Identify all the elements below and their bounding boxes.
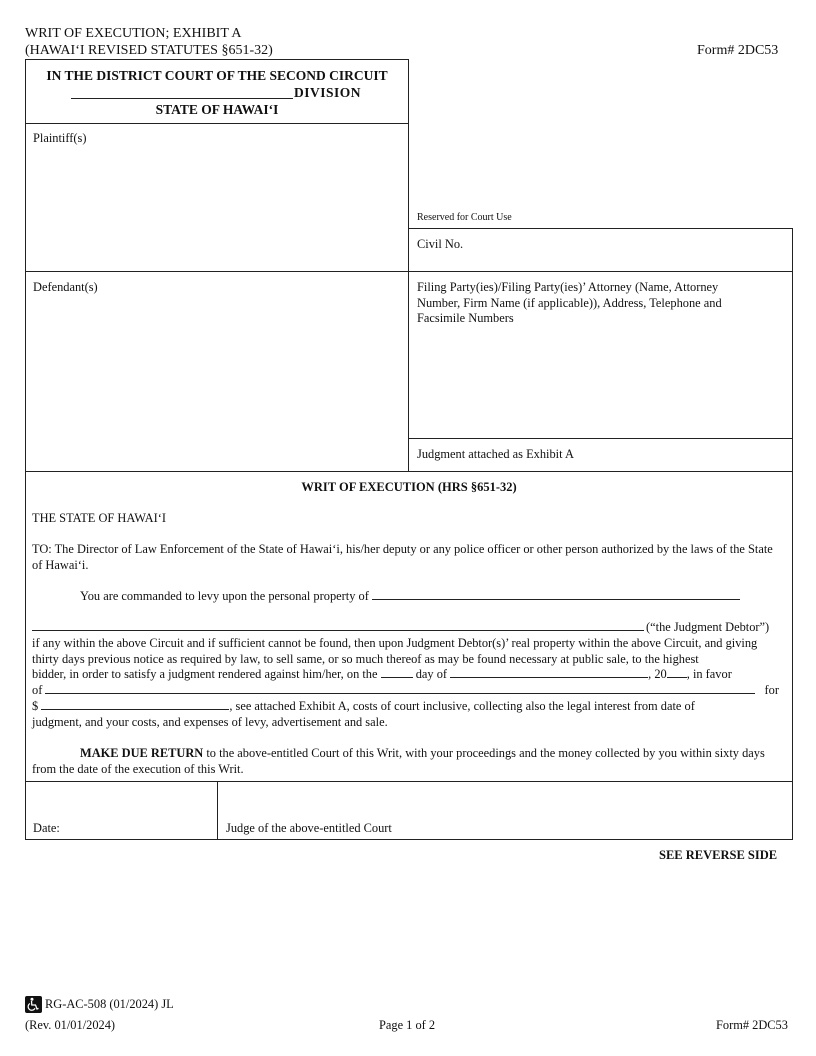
day-of-label: day of xyxy=(415,667,448,681)
conditions-paragraph: if any within the above Circuit and if sufficient cannot be found, then upon Judgment Debtor(s)’ real property within the above Circuit, and giving thirty days previous notice as required by law, to sell same, or so much thereof as may be found necessary at public sale, to the highest xyxy=(32,636,758,666)
amount-line xyxy=(32,699,784,715)
date-box[interactable] xyxy=(25,781,218,840)
form-title: WRIT OF EXECUTION; EXHIBIT A xyxy=(25,26,242,41)
year-prefix: , 20 xyxy=(648,667,667,681)
form-statute: (HAWAI‘I REVISED STATUTES §651-32) xyxy=(25,43,273,58)
debtor-line xyxy=(32,620,784,636)
court-name: IN THE DISTRICT COURT OF THE SECOND CIRCUIT xyxy=(46,68,388,83)
form-code: RG-AC-508 (01/2024) JL xyxy=(45,997,174,1011)
judge-label: Judge of the above-entitled Court xyxy=(226,821,392,835)
exhibit-text: , see attached Exhibit A, costs of court inclusive, collecting also the legal interest from date of xyxy=(229,699,695,713)
plaintiff-label: Plaintiff(s) xyxy=(33,131,87,145)
debtor-name-blank-1[interactable] xyxy=(372,599,740,600)
amount-blank[interactable] xyxy=(41,709,229,710)
form-number-bottom: Form# 2DC53 xyxy=(716,1018,788,1032)
month-blank[interactable] xyxy=(450,677,648,678)
make-due-return-text: to the above-entitled Court of this Writ, with your proceedings and the money collected by you within sixty days from the date of the execution of this Writ. xyxy=(32,746,765,776)
levy-text: You are commanded to levy upon the personal property of xyxy=(80,589,369,603)
state-line: THE STATE OF HAWAI‘I xyxy=(32,511,166,525)
bidder-text: bidder, in order to satisfy a judgment rendered against him/her, on the xyxy=(32,667,378,681)
reserved-label: Reserved for Court Use xyxy=(417,212,512,223)
filing-party-label: Filing Party(ies)/Filing Party(ies)’ Attorney (Name, Attorney Number, Firm Name (if applicable)), Address, Telephone and Facsimile Numbers xyxy=(417,280,722,325)
division-blank[interactable] xyxy=(71,98,293,99)
defendant-box[interactable] xyxy=(25,271,409,472)
revision-date: (Rev. 01/01/2024) xyxy=(25,1018,116,1032)
make-due-return-paragraph xyxy=(32,746,784,777)
dollar-sign: $ xyxy=(32,699,39,713)
judge-signature-box[interactable] xyxy=(217,781,793,840)
civil-no-box[interactable] xyxy=(408,228,793,272)
page-number: Page 1 of 2 xyxy=(379,1018,436,1032)
make-due-return-bold: MAKE DUE RETURN xyxy=(80,746,204,760)
judgment-attached-label: Judgment attached as Exhibit A xyxy=(417,447,574,461)
form-number-top: Form# 2DC53 xyxy=(697,43,779,58)
in-favor-label: , in favor xyxy=(686,667,732,681)
creditor-blank[interactable] xyxy=(45,693,755,694)
creditor-line xyxy=(32,683,784,699)
court-caption-box xyxy=(25,59,409,124)
of-label: of xyxy=(32,683,43,697)
bidder-line xyxy=(32,667,784,683)
wheelchair-accessibility-icon xyxy=(25,996,42,1013)
division-label: DIVISION xyxy=(294,85,362,100)
state-name: STATE OF HAWAI‘I xyxy=(155,102,279,117)
civil-no-label: Civil No. xyxy=(417,237,464,251)
levy-line xyxy=(80,589,780,605)
date-label: Date: xyxy=(33,821,60,835)
plaintiff-box[interactable] xyxy=(25,123,409,272)
debtor-name-blank-2[interactable] xyxy=(32,630,644,631)
see-reverse-side: SEE REVERSE SIDE xyxy=(659,848,778,862)
defendant-label: Defendant(s) xyxy=(33,280,98,294)
judgment-debtor-label: (“the Judgment Debtor”) xyxy=(646,620,770,634)
year-blank[interactable] xyxy=(667,677,687,678)
filing-party-box[interactable] xyxy=(408,271,793,439)
exhibit-text-cont: judgment, and your costs, and expenses of levy, advertisement and sale. xyxy=(32,715,388,729)
for-label: for xyxy=(764,683,779,697)
day-blank[interactable] xyxy=(381,677,413,678)
writ-heading: WRIT OF EXECUTION (HRS §651-32) xyxy=(301,480,517,494)
to-line: TO: The Director of Law Enforcement of the State of Hawai‘i, his/her deputy or any police officer or other person authorized by the laws of the State of Hawai‘i. xyxy=(32,542,773,572)
judgment-attached-box xyxy=(408,438,793,472)
